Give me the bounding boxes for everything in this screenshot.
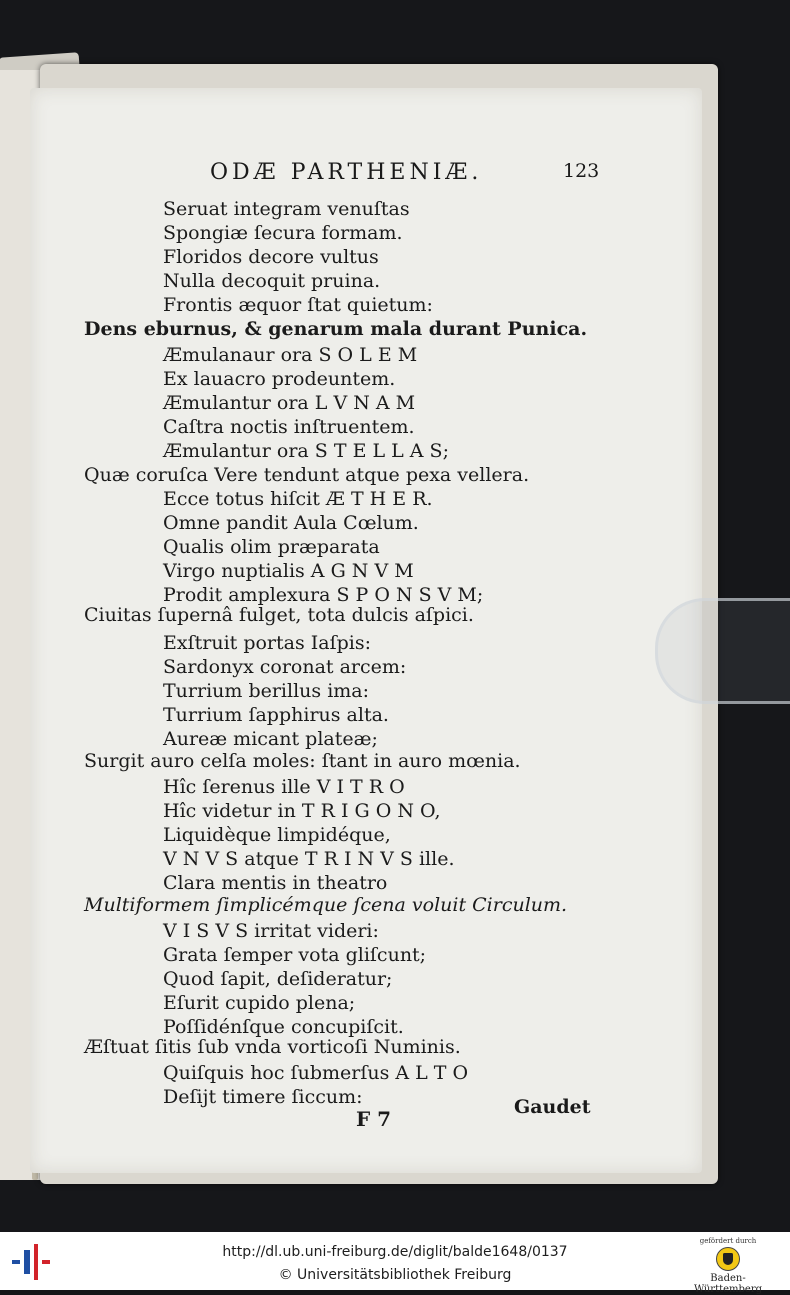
text-line: Quiſquis hoc ſubmerſus A L T O bbox=[163, 1062, 469, 1084]
text-line: Hîc videtur in T R I G O N O, bbox=[163, 800, 441, 822]
funder-label: gefördert durch bbox=[699, 1237, 757, 1245]
text-line: Sardonyx coronat arcem: bbox=[163, 656, 407, 678]
text-line: Turrium berillus ima: bbox=[163, 680, 370, 702]
page-header bbox=[0, 160, 790, 190]
text-line: Hîc ſerenus ille V I T R O bbox=[163, 776, 405, 798]
page-clip bbox=[655, 598, 790, 704]
text-line: Æmulantur ora S T E L L A S; bbox=[163, 440, 449, 462]
text-line: Æmulanaur ora S O L E M bbox=[163, 344, 418, 366]
text-line: Aureæ micant plateæ; bbox=[163, 728, 378, 750]
text-line: Surgit auro celſa moles: ſtant in auro mœnia. bbox=[84, 750, 521, 772]
text-line: V N V S atque T R I N V S ille. bbox=[163, 848, 455, 870]
text-line: Poſſidénſque concupiſcit. bbox=[163, 1016, 404, 1038]
text-line: Qualis olim præparata bbox=[163, 536, 380, 558]
funder-badge bbox=[686, 1237, 770, 1295]
text-line: Turrium ſapphirus alta. bbox=[163, 704, 389, 726]
text-line: Multiformem ſimplicémque ſcena voluit Circulum. bbox=[84, 894, 568, 916]
text-line: Caſtra noctis inſtruentem. bbox=[163, 416, 415, 438]
funder-name: Baden-Württemberg bbox=[693, 1273, 763, 1295]
text-line: Ciuitas ſupernâ fulget, tota dulcis aſpici. bbox=[84, 604, 474, 626]
text-line: Dens eburnus, & genarum mala durant Punica. bbox=[84, 318, 588, 340]
text-line: Eſurit cupido plena; bbox=[163, 992, 356, 1014]
permalink-url[interactable]: http://dl.ub.uni-freiburg.de/diglit/balde1648/0137 bbox=[222, 1244, 568, 1260]
text-line: Ex lauacro prodeuntem. bbox=[163, 368, 396, 390]
text-line: Grata ſemper vota gliſcunt; bbox=[163, 944, 427, 966]
text-line: Clara mentis in theatro bbox=[163, 872, 388, 894]
text-line: Quæ coruſca Vere tendunt atque pexa vellera. bbox=[84, 464, 530, 486]
text-line: Prodit amplexura S P O N S V M; bbox=[163, 584, 484, 606]
page-number: 123 bbox=[563, 160, 600, 182]
text-line: Seruat integram venuſtas bbox=[163, 198, 410, 220]
text-line: Omne pandit Aula Cœlum. bbox=[163, 512, 419, 534]
text-line: Deſijt timere ſiccum: bbox=[163, 1086, 363, 1108]
text-line: Ecce totus hiſcit Æ T H E R. bbox=[163, 488, 433, 510]
text-line: Æſtuat ſitis ſub vnda vorticoſi Numinis. bbox=[84, 1036, 461, 1058]
viewer-footer bbox=[0, 1232, 790, 1295]
text-line: Quod ſapit, deſideratur; bbox=[163, 968, 393, 990]
text-line: Virgo nuptialis A G N V M bbox=[163, 560, 414, 582]
text-line: Æmulantur ora L V N A M bbox=[163, 392, 416, 414]
coat-of-arms-icon bbox=[716, 1247, 740, 1271]
copyright-notice: © Universitätsbibliothek Freiburg bbox=[278, 1267, 512, 1283]
text-line: Frontis æquor ſtat quietum: bbox=[163, 294, 433, 316]
catchword: Gaudet bbox=[514, 1096, 591, 1118]
text-line: Spongiæ ſecura formam. bbox=[163, 222, 403, 244]
text-line: V I S V S irritat videri: bbox=[163, 920, 379, 942]
text-line: Liquidèque limpidéque, bbox=[163, 824, 391, 846]
text-line: Nulla decoquit pruina. bbox=[163, 270, 381, 292]
signature-mark: F 7 bbox=[356, 1107, 392, 1131]
text-line: Exſtruit portas Iaſpis: bbox=[163, 632, 372, 654]
running-title: ODÆ PARTHENIÆ. bbox=[210, 160, 483, 185]
text-line: Floridos decore vultus bbox=[163, 246, 379, 268]
